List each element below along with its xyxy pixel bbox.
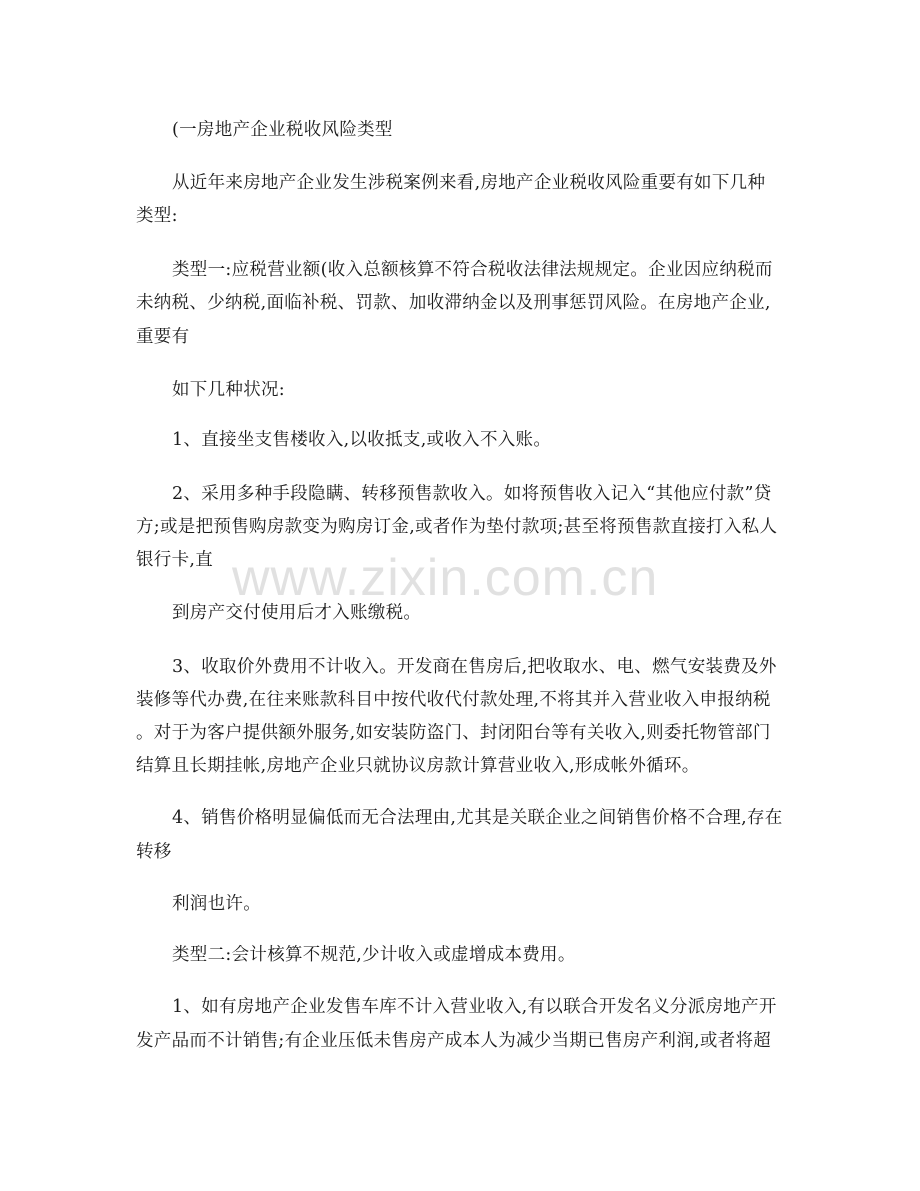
paragraph-line: 类型: — [136, 206, 178, 226]
section-heading: 类型二:会计核算不规范,少计收入或虚增成本费用。 — [172, 945, 576, 965]
list-item: 3、收取价外费用不计收入。开发商在售房后,把收取水、电、燃气安装费及外 — [172, 657, 777, 677]
list-item: 1、如有房地产企业发售车库不计入营业收入,有以联合开发名义分派房地产开 — [172, 997, 777, 1017]
list-item: 2、采用多种手段隐瞒、转移预售款收入。如将预售收入记入“其他应付款”贷 — [172, 484, 772, 504]
paragraph-line: 利润也许。 — [172, 894, 261, 914]
paragraph-line: 类型一:应税营业额(收入总额核算不符合税收法律法规规定。企业因应纳税而 — [172, 260, 773, 280]
paragraph-line: 未纳税、少纳税,面临补税、罚款、加收滞纳金以及刑事惩罚风险。在房地产企业, — [136, 293, 771, 313]
paragraph-line: 结算且长期挂帐,房地产企业只就协议房款计算营业收入,形成帐外循环。 — [136, 756, 700, 776]
paragraph-line: 方;或是把预售购房款变为购房订金,或者作为垫付款项;甚至将预售款直接打入私人 — [136, 517, 778, 537]
paragraph-line: 银行卡,直 — [136, 550, 214, 570]
paragraph-line: 到房产交付使用后才入账缴税。 — [172, 603, 422, 623]
watermark: www.zixin.com.cn — [232, 549, 659, 607]
paragraph-line: 从近年来房地产企业发生涉税案例来看,房地产企业税收风险重要有如下几种 — [172, 173, 766, 193]
list-item: 4、销售价格明显偏低而无合法理由,尤其是关联企业之间销售价格不合理,存在 — [172, 808, 783, 828]
paragraph-line: 重要有 — [136, 327, 190, 347]
paragraph-line: 转移 — [136, 842, 172, 862]
paragraph-line: 。对于为客户提供额外服务,如安装防盗门、封闭阳台等有关收入,则委托物管部门 — [136, 723, 771, 743]
paragraph-line: 装修等代办费,在往来账款科目中按代收代付款处理,不将其并入营业收入申报纳税 — [136, 690, 771, 710]
paragraph-line: 发产品而不计销售;有企业压低未售房产成本人为减少当期已售房产利润,或者将超 — [136, 1031, 772, 1051]
paragraph-line: 如下几种状况: — [172, 380, 285, 400]
list-item: 1、直接坐支售楼收入,以收抵支,或收入不入账。 — [172, 430, 552, 450]
section-heading: (一房地产企业税收风险类型 — [172, 120, 393, 140]
